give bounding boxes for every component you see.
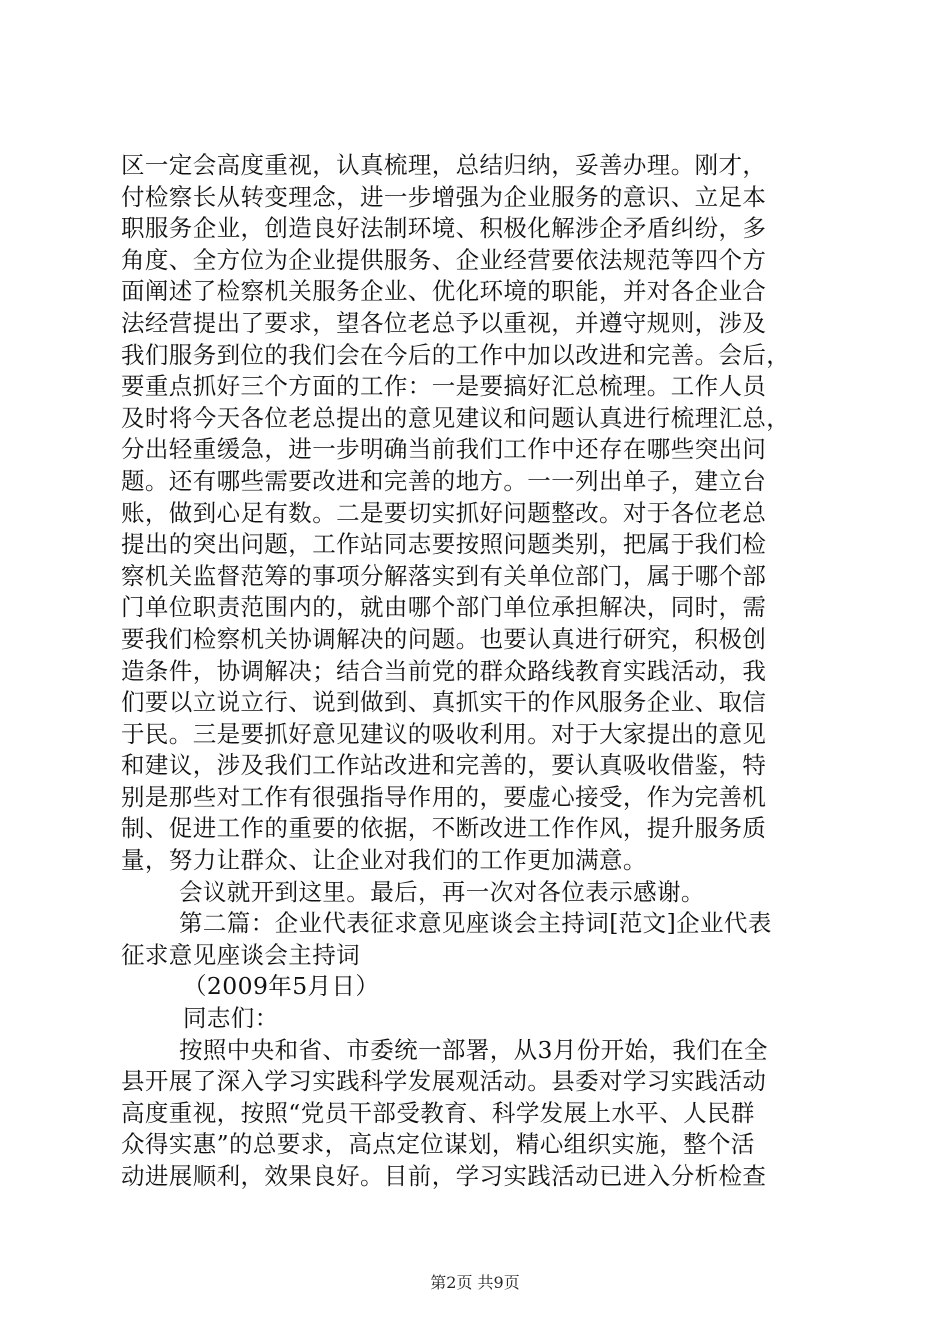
text-line: 面阐述了检察机关服务企业、优化环境的职能，并对各企业合 [121, 277, 767, 306]
text-line: 们要以立说立行、说到做到、真抓实干的作风服务企业、取信 [121, 688, 767, 717]
text-line: 账，做到心足有数。二是要切实抓好问题整改。对于各位老总 [121, 498, 767, 527]
text-line: 职服务企业，创造良好法制环境、积极化解涉企矛盾纠纷，多 [121, 214, 767, 243]
text-line: 制、促进工作的重要的依据，不断改进工作作风，提升服务质 [121, 814, 767, 843]
text-line: 角度、全方位为企业提供服务、企业经营要依法规范等四个方 [121, 245, 767, 274]
closing-paragraph: 会议就开到这里。最后，再一次对各位表示感谢。 [179, 877, 705, 906]
date-line: （2009年5月日） [183, 972, 380, 1001]
text-line: 我们服务到位的我们会在今后的工作中加以改进和完善。会后， [121, 340, 791, 369]
text-line: 门单位职责范围内的，就由哪个部门单位承担解决，同时，需 [121, 593, 767, 622]
salutation: 同志们： [183, 1004, 279, 1033]
text-line: 要我们检察机关协调解决的问题。也要认真进行研究，积极创 [121, 624, 767, 653]
text-line: 于民。三是要抓好意见建议的吸收利用。对于大家提出的意见 [121, 719, 767, 748]
text-line: 区一定会高度重视，认真梳理，总结归纳，妥善办理。刚才， [121, 151, 767, 179]
text-line: 题。还有哪些需要改进和完善的地方。一一列出单子，建立台 [121, 466, 767, 495]
text-line: 动进展顺利，效果良好。目前，学习实践活动已进入分析检查 [121, 1162, 767, 1190]
section-heading-continued: 征求意见座谈会主持词 [121, 940, 360, 969]
text-line: 察机关监督范筹的事项分解落实到有关单位部门，属于哪个部 [121, 561, 767, 590]
text-line: 法经营提出了要求，望各位老总予以重视，并遵守规则，涉及 [121, 308, 767, 337]
document-body [121, 150, 833, 1193]
text-line: 别是那些对工作有很强指导作用的，要虚心接受，作为完善机 [121, 782, 767, 811]
page-number-footer: 第2页 共9页 [430, 1273, 520, 1292]
text-line: 分出轻重缓急，进一步明确当前我们工作中还存在哪些突出问 [121, 435, 767, 464]
text-line: 造条件，协调解决；结合当前党的群众路线教育实践活动，我 [121, 656, 767, 685]
text-line: 付检察长从转变理念，进一步增强为企业服务的意识、立足本 [121, 182, 767, 211]
text-line: 量，努力让群众、让企业对我们的工作更加满意。 [121, 846, 647, 875]
text-line: 按照中央和省、市委统一部署，从3月份开始，我们在全 [179, 1035, 768, 1064]
text-line: 县开展了深入学习实践科学发展观活动。县委对学习实践活动 [121, 1067, 767, 1096]
text-line: 和建议，涉及我们工作站改进和完善的，要认真吸收借鉴，特 [121, 751, 767, 780]
text-line: 提出的突出问题，工作站同志要按照问题类别，把属于我们检 [121, 530, 767, 559]
text-line: 要重点抓好三个方面的工作：一是要搞好汇总梳理。工作人员 [121, 372, 767, 401]
text-line: 高度重视，按照“党员干部受教育、科学发展上水平、人民群 [121, 1098, 755, 1127]
text-line: 及时将今天各位老总提出的意见建议和问题认真进行梳理汇总， [121, 403, 791, 432]
section-heading: 第二篇：企业代表征求意见座谈会主持词[范文]企业代表 [179, 909, 772, 938]
text-line: 众得实惠”的总要求，高点定位谋划，精心组织实施，整个活 [121, 1130, 755, 1159]
